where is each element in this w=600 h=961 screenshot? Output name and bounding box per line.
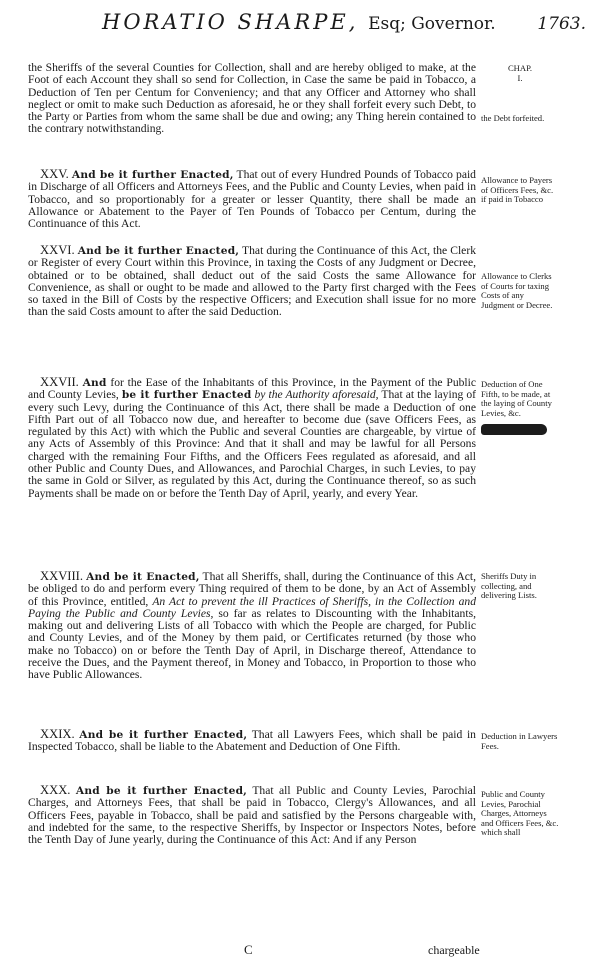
signature-mark: C [244,942,253,957]
section-text: That all Lawyers Fees, which shall be paid in Inspected Tobacco, shall be liable to the Abatement and Deduction of One Fifth. [28,728,476,754]
act-title: An Act to prevent the ill Practices of Sheriffs, in the Collection and Paying the Public and County Levies, [28,594,476,620]
section-25 [28,168,476,230]
section-text-lead: That all Sheriffs, shall, during the Continuance of this Act, be obliged to do and perform every Thing required of them to be done, by an Act of Assembly of this Province, entitled, [28,570,476,608]
section-text: That during the Continuance of this Act, the Clerk or Register of every Court within this Province, in taxing the Costs of any Judgment or Decree, obtained or to be obtained, shall deduct out of the said Costs the same Allowance for Convenience, as shall or ought to be made and allowed to the Party first charged with the Fees so taxed in the Bill of Costs by the respective Officers; and Execution shall issue for no more than the said Costs amount to after the said Deduction. [28,244,476,319]
margin-note-deduction-text: Deduction of One Fifth, to be made, at the laying of County Levies, &c. [481,379,552,418]
section-number: XXIX. [40,727,75,741]
enacting-clause: And be it further Enacted, [77,245,240,257]
catchword: chargeable [428,943,480,957]
enacting-word: And [82,377,107,389]
section-number: XXV. [40,167,69,181]
section-text: That all Public and County Levies, Parochial Charges, and Attorneys Fees, that shall be paid in Tobacco, Clergy's Allowances, and all Officers Fees, payable in Tobacco, shall be paid and satisfied by the Persons chargeable with, and indebted for the same, to the respective Sheriffs, by Inspector or Inspectors Notes, before the Tenth Day of June yearly, during the Continuance of this Act: And if any Person [28,784,476,847]
section-26 [28,244,476,319]
page-header [0,4,600,44]
section-number: XXVI. [40,243,75,257]
margin-note-levies: Public and County Levies, Parochial Charges, Attorneys and Officers Fees, &c. which shall [481,789,559,838]
section-number: XXX. [40,783,71,797]
governor-style: Esq; Governor. [368,14,496,34]
page-number: 1763. [537,14,586,34]
margin-note-sheriffs: Sheriffs Duty in collecting, and delivering Lists. [481,571,537,601]
margin-note-deduction [481,380,559,438]
margin-note-forfeit: the Debt forfeited. [481,113,545,123]
chapter-label: CHAP. [507,63,533,73]
section-text: That out of every Hundred Pounds of Tobacco paid in Discharge of all Officers and Attorneys Fees, and the Public and County Levies, when paid in Tobacco, and so proportionably for a greater or lesser Quantity, there shall be made an Allowance or Abatement to the Payer of Ten Pounds of Tobacco per Centum, during the Continuance of this Act. [28,168,476,231]
margin-note-clerks: Allowance to Clerks of Courts for taxing Costs of any Judgment or Decree. [481,271,553,310]
section-28 [28,570,476,682]
page-footer [0,942,600,958]
chapter-number: I. [517,72,523,83]
enacting-clause: And be it Enacted, [86,571,200,583]
governor-name: HORATIO SHARPE, [102,10,359,34]
section-text: That at the laying of every such Levy, during the Continuance of this Act, there shall be made a Deduction of one Fifth Part out of all Tobacco now due, and hereafter to become due (save Officers Fees, as regulated by this Act) with which the Public and several Counties are chargeable, by virtue of any Acts of Assembly of this Province: And that it shall and may be lawful for all Persons charged with the remaining Four Fifths, and the Officers Fees regulated as aforesaid, and all other Public and County Dues, and Allowances, and Parochial Charges, in such Levies, to pay the same in Gold or Silver, as regulated by this Act, during the Continuance thereof, so as such Payments shall be made on or before the Tenth Day of April, yearly, and every Year. [28,388,476,500]
section-number: XXVII. [40,375,79,389]
authority-clause: by the Authority aforesaid, [254,388,379,402]
margin-note-lawyers: Deduction in Lawyers Fees. [481,731,558,751]
intro-text: the Sheriffs of the several Counties for Collection, shall and are hereby obliged to make, at the Foot of each Account they shall so send for Collection, in Case the same be paid in Tobacco, a Deduction of Ten per Centum for Conveniency; and that any Officer and Attorney who shall neglect or omit to make such Deduction as aforesaid, he or they shall forfeit every such Debt, to the Party or Parties from whom the same shall be due and owing; any Thing herein contained to the contrary notwithstanding. [28,61,476,136]
running-title [102,10,496,34]
margin-chapter [481,64,559,83]
ink-blot [481,424,547,435]
enacting-clause: be it further Enacted [121,389,252,402]
enacting-clause: And be it further Enacted, [75,785,248,797]
enacting-clause: And be it further Enacted, [79,729,248,741]
section-29 [28,728,476,754]
section-text: so far as relates to Discounting with the Inhabitants, making out and delivering Lists of all Tobacco with which the People are charged, for Public and County Levies, and of the Money by them paid, or Certificates returned (by those who make no Tobacco) on or before the Tenth Day of April, in Discharge thereof, Attendance to receive the Dues, and the Payment thereof, in Money and Tobacco, in Proportion to those who have Public Allowances. [28,606,476,682]
section-number: XXVIII. [40,569,84,583]
intro-paragraph [28,62,476,136]
section-27 [28,376,476,500]
section-text-lead: for the Ease of the Inhabitants of this Province, in the Payment of the Public and County Levies, [28,376,476,402]
enacting-clause: And be it further Enacted, [71,169,234,181]
section-30 [28,784,476,846]
margin-note-allowance-payers: Allowance to Payers of Officers Fees, &c. if paid in Tobacco [481,175,554,205]
